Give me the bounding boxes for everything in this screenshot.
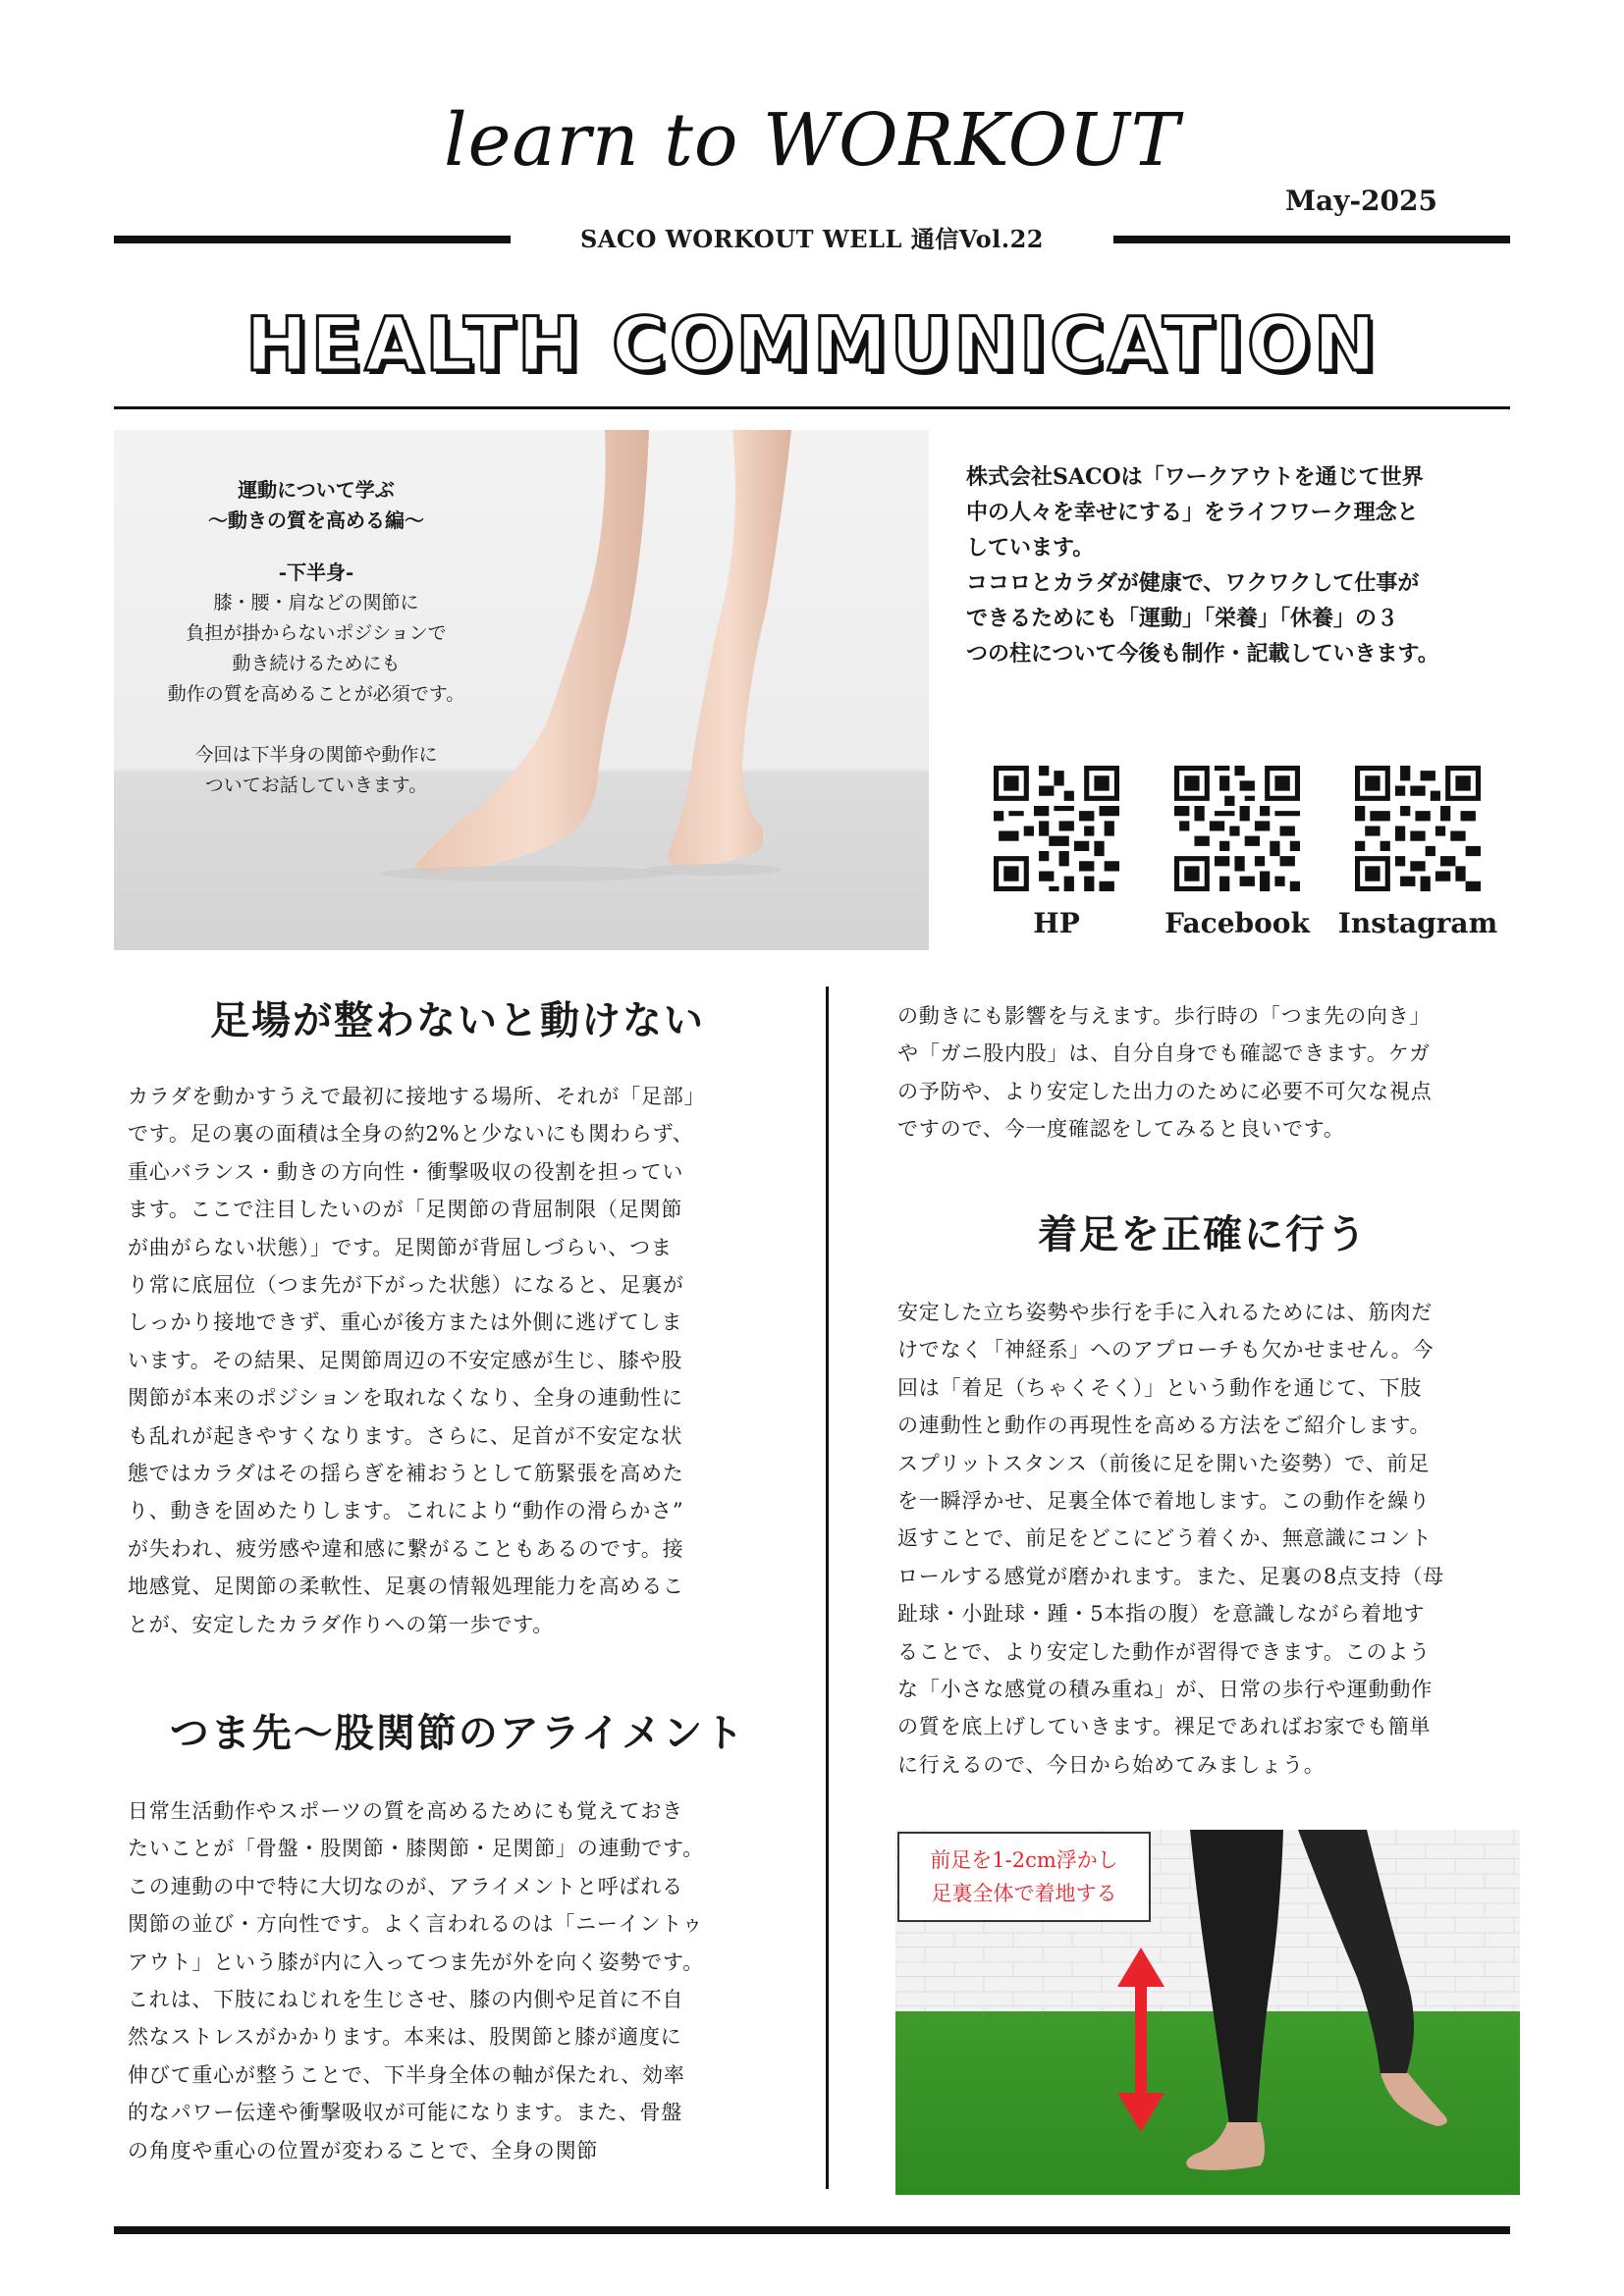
article2-line: これは、下肢にねじれを生じさせ、膝の内側や足首に不自	[128, 1988, 684, 2012]
article2-line: アウト」という膝が内に入ってつま先が外を向く姿勢です。	[128, 1949, 704, 1974]
company-intro	[966, 459, 1504, 671]
intro-line: できるためにも「運動」「栄養」「休養」の３	[966, 606, 1399, 631]
hero-heading-1: 運動について学ぶ	[238, 478, 395, 502]
article1-line: 態ではカラダはその揺らぎを補おうとして筋緊張を高めた	[128, 1462, 684, 1486]
article1-line: り常に底屈位（つま先が下がった状態）になると、足裏が	[128, 1273, 684, 1298]
article2-line: 日常生活動作やスポーツの質を高めるためにも覚えておき	[128, 1799, 683, 1823]
article1-line: も乱れが起きやすくなります。さらに、足首が不安定な状	[128, 1423, 683, 1448]
intro-line: 中の人々を幸せにする」をライフワーク理念と	[966, 500, 1419, 525]
article2-line: の角度や重心の位置が変わることで、全身の関節	[128, 2138, 599, 2163]
article2-line: 伸びて重心が整うことで、下半身全体の軸が保たれ、効率	[128, 2062, 685, 2087]
article3-line: ることで、より安定した動作が習得できます。このよう	[897, 1639, 1431, 1664]
article3-line: の質を底上げしていきます。裸足であればお家でも簡単	[897, 1715, 1432, 1739]
callout-line: 足裏全体で着地する	[931, 1882, 1117, 1905]
article1-line: り、動きを固めたりします。これにより“動作の滑らかさ”	[128, 1499, 684, 1523]
article2-continued	[897, 997, 1526, 1148]
intro-line: 株式会社SACOは「ワークアウトを通じて世界	[966, 464, 1424, 490]
script-title: learn to WORKOUT	[443, 98, 1181, 183]
article2-line: 然なストレスがかかります。本来は、股関節と膝が適度に	[128, 2025, 682, 2050]
hero-line: 負担が掛からないポジションで	[186, 622, 447, 644]
article1-line: です。足の裏の面積は全身の約2%と少ないにも関わらず、	[128, 1122, 694, 1147]
article1-line: 重心バランス・動きの方向性・衝撃吸収の役割を担ってい	[128, 1159, 684, 1184]
hero-line: 動作の質を高めることが必須です。	[167, 683, 465, 705]
issue-date: May-2025	[1285, 185, 1437, 217]
article1-line: 関節が本来のポジションを取れなくなり、全身の連動性に	[128, 1386, 683, 1411]
qr-code-instagram-icon[interactable]	[1355, 766, 1481, 891]
hero-line: ついてお話していきます。	[204, 774, 428, 796]
article3-line: 安定した立ち姿勢や歩行を手に入れるためには、筋肉だ	[897, 1301, 1433, 1324]
article1-body	[128, 1078, 787, 1643]
article3-line: 回は「着足（ちゃくそく）」という動作を通じて、下肢	[897, 1375, 1423, 1400]
article1-line: ます。ここで注目したいのが「足関節の背屈制限（足関節	[128, 1198, 683, 1222]
article2-heading: つま先〜股関節のアライメント	[169, 1710, 746, 1756]
masthead-rule-left	[114, 236, 511, 243]
article3-line: な「小さな感覚の積み重ね」が、日常の歩行や運動動作	[897, 1678, 1433, 1702]
intro-line: しています。	[966, 535, 1095, 561]
page-title: HEALTH COMMUNICATION	[244, 300, 1380, 388]
hero-section: -下半身-	[278, 561, 354, 584]
article2-line: たいことが「骨盤・股関節・膝関節・足関節」の連動です。	[128, 1837, 704, 1861]
article3-body	[897, 1294, 1526, 1784]
photo-callout	[897, 1832, 1151, 1922]
article2-line: 関節の並び・方向性です。よく言われるのは「ニーイントゥ	[128, 1912, 704, 1937]
hero-caption	[137, 475, 495, 801]
article3-line: 趾球・小趾球・踵・5本指の腹）を意識しながら着地す	[897, 1602, 1426, 1627]
article1-line: とが、安定したカラダ作りへの第一歩です。	[128, 1612, 555, 1636]
article3-line: ロールする感覚が磨かれます。また、足裏の8点支持（母	[897, 1564, 1445, 1588]
qr-label-hp: HP	[1033, 907, 1080, 939]
article2-line: や「ガニ股内股」は、自分自身でも確認できます。ケガ	[897, 1041, 1431, 1066]
article3-line: の連動性と動作の再現性を高める方法をご紹介します。	[897, 1414, 1432, 1438]
article1-line: が曲がらない状態）」です。足関節が背屈しづらい、つま	[128, 1235, 673, 1259]
column-divider	[826, 987, 829, 2189]
callout-line: 前足を1-2cm浮かし	[930, 1848, 1118, 1872]
article1-line: しっかり接地できず、重心が後方または外側に逃げてしま	[128, 1310, 683, 1335]
intro-line: ココロとカラダが健康で、ワクワクして仕事が	[966, 570, 1420, 596]
article2-line: 的なパワー伝達や衝撃吸収が可能になります。また、骨盤	[128, 2101, 683, 2125]
qr-code-facebook-icon[interactable]	[1174, 766, 1300, 891]
article2-line: の動きにも影響を与えます。歩行時の「つま先の向き」	[897, 1004, 1432, 1028]
article3-line: けでなく「神経系」へのアプローチも欠かせません。今	[897, 1338, 1435, 1362]
article3-heading: 着足を正確に行う	[1038, 1211, 1368, 1257]
title-rule	[114, 406, 1510, 409]
masthead-rule-right	[1113, 236, 1510, 243]
article1-line: が失われ、疲労感や違和感に繋がることもあるのです。接	[128, 1536, 684, 1561]
footer-rule	[114, 2226, 1510, 2234]
article3-line: を一瞬浮かせ、足裏全体で着地します。この動作を繰り	[897, 1489, 1431, 1514]
hero-heading-2: 〜動きの質を高める編〜	[208, 508, 424, 532]
article3-line: スプリットスタンス（前後に足を開いた姿勢）で、前足	[897, 1451, 1431, 1475]
article1-line: カラダを動かすうえで最初に接地する場所、それが「足部」	[128, 1085, 706, 1108]
article2-line: ですので、今一度確認をしてみると良いです。	[897, 1117, 1345, 1142]
article1-line: 地感覚、足関節の柔軟性、足裏の情報処理能力を高めるこ	[128, 1575, 684, 1599]
article1-heading: 足場が整わないと動けない	[210, 997, 705, 1043]
article1-line: います。その結果、足関節周辺の不安定感が生じ、膝や股	[128, 1348, 683, 1372]
qr-label-instagram: Instagram	[1337, 907, 1498, 939]
hero-line: 膝・腰・肩などの関節に	[213, 592, 419, 614]
hero-line: 今回は下半身の関節や動作に	[194, 744, 438, 766]
article3-line: 返すことで、前足をどこにどう着くか、無意識にコント	[897, 1526, 1433, 1551]
hero-line: 動き続けるためにも	[232, 653, 401, 674]
qr-code-hp-icon[interactable]	[994, 766, 1119, 891]
article3-line: に行えるので、今日から始めてみましょう。	[897, 1752, 1326, 1777]
article2-line: この連動の中で特に大切なのが、アライメントと呼ばれる	[128, 1874, 683, 1898]
qr-label-facebook: Facebook	[1164, 907, 1310, 939]
article2-line: の予防や、より安定した出力のために必要不可欠な視点	[897, 1079, 1433, 1103]
issue-subtitle: SACO WORKOUT WELL 通信Vol.22	[579, 225, 1045, 253]
intro-line: つの柱について今後も制作・記載していきます。	[966, 641, 1439, 667]
article2-body	[128, 1792, 787, 2169]
